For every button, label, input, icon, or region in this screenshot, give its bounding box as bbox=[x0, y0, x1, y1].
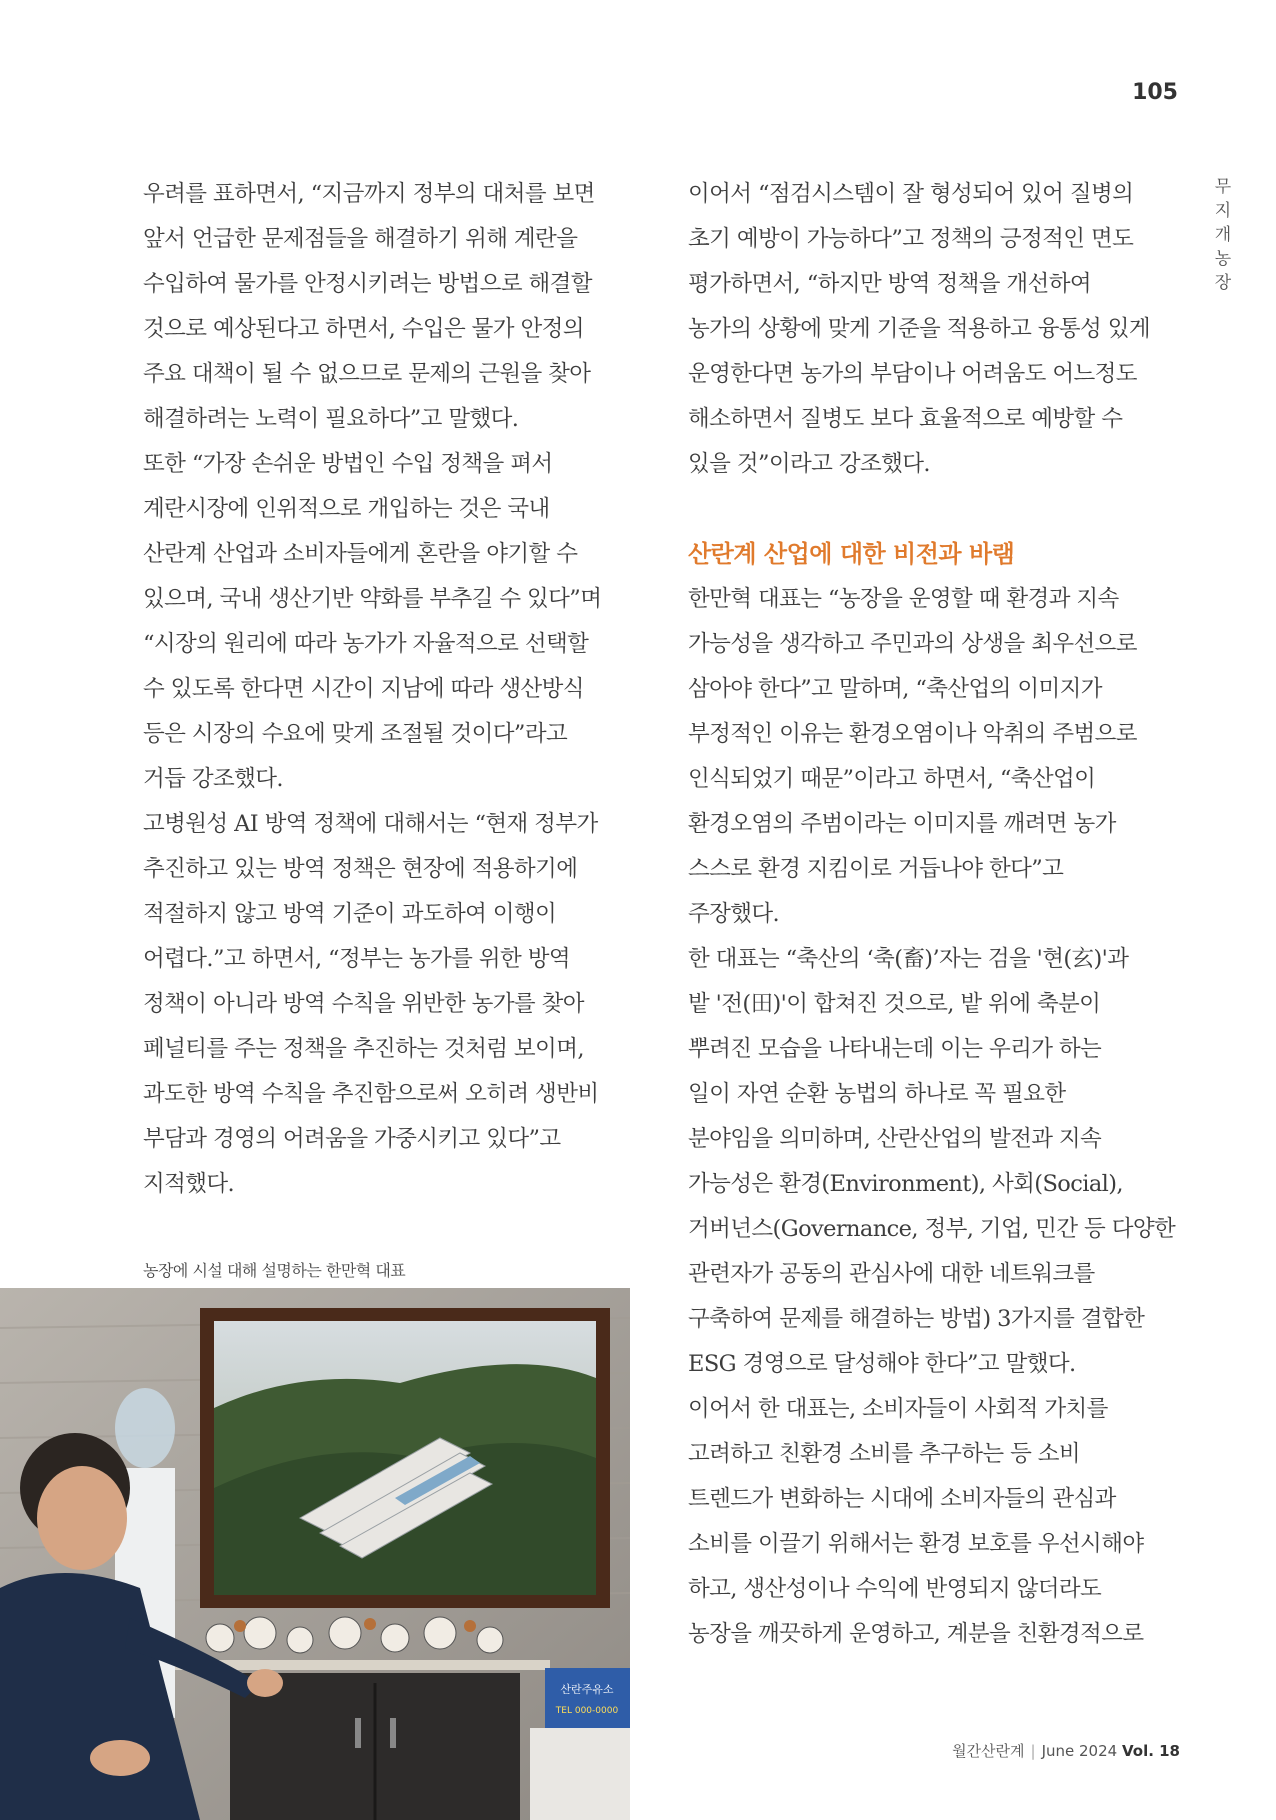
text-line: 부담과 경영의 어려움을 가중시키고 있다”고 bbox=[143, 1126, 561, 1152]
text-line: 하고, 생산성이나 수익에 반영되지 않더라도 bbox=[688, 1576, 1102, 1602]
text-line: 구축하여 문제를 해결하는 방법) 3가지를 결합한 bbox=[688, 1306, 1145, 1332]
poster-phone: TEL 000-0000 bbox=[555, 1706, 619, 1716]
text-line: 환경오염의 주범이라는 이미지를 깨려면 농가 bbox=[688, 811, 1116, 837]
section-tab-char: 지 bbox=[1214, 201, 1232, 221]
text-line: 주장했다. bbox=[688, 901, 780, 927]
text-line: 한 대표는 “축산의 ‘축(畜)’자는 검을 '현(玄)'과 bbox=[688, 946, 1129, 972]
section-tab-char: 개 bbox=[1214, 225, 1232, 245]
text-line: 한만혁 대표는 “농장을 운영할 때 환경과 지속 bbox=[688, 586, 1119, 612]
text-line: 밭 '전(田)'이 합쳐진 것으로, 밭 위에 축분이 bbox=[688, 991, 1101, 1017]
text-line: 계란시장에 인위적으로 개입하는 것은 국내 bbox=[143, 496, 550, 522]
text-line: 가능성을 생각하고 주민과의 상생을 최우선으로 bbox=[688, 631, 1137, 657]
text-line: 평가하면서, “하지만 방역 정책을 개선하여 bbox=[688, 271, 1091, 297]
text-line: 있으며, 국내 생산기반 약화를 부추길 수 있다”며 bbox=[143, 586, 602, 612]
text-line: 페널티를 주는 정책을 추진하는 것처럼 보이며, bbox=[143, 1036, 584, 1062]
text-line: 과도한 방역 수칙을 추진함으로써 오히려 생반비 bbox=[143, 1081, 599, 1107]
section-heading: 산란계 산업에 대한 비전과 바램 bbox=[688, 540, 1015, 568]
text-line: 거듭 강조했다. bbox=[143, 766, 283, 792]
text-line: 또한 “가장 손쉬운 방법인 수입 정책을 펴서 bbox=[143, 451, 553, 477]
text-line: 등은 시장의 수요에 맞게 조절될 것이다”라고 bbox=[143, 721, 568, 747]
text-line: 수 있도록 한다면 시간이 지남에 따라 생산방식 bbox=[143, 676, 584, 702]
page-footer bbox=[940, 1740, 1180, 1761]
text-line: 것으로 예상된다고 하면서, 수입은 물가 안정의 bbox=[143, 316, 584, 342]
text-line: 삼아야 한다”고 말하며, “축산업의 이미지가 bbox=[688, 676, 1102, 702]
interview-photo bbox=[0, 1288, 630, 1820]
text-line: 농가의 상황에 맞게 기준을 적용하고 융통성 있게 bbox=[688, 316, 1151, 342]
text-line: 부정적인 이유는 환경오염이나 악취의 주범으로 bbox=[688, 721, 1137, 747]
text-line: 해소하면서 질병도 보다 효율적으로 예방할 수 bbox=[688, 406, 1123, 432]
text-line: 정책이 아니라 방역 수칙을 위반한 농가를 찾아 bbox=[143, 991, 584, 1017]
text-line: 거버넌스(Governance, 정부, 기업, 민간 등 다양한 bbox=[688, 1216, 1176, 1242]
text-line: 스스로 환경 지킴이로 거듭나야 한다”고 bbox=[688, 856, 1064, 882]
text-line: 인식되었기 때문”이라고 하면서, “축산업이 bbox=[688, 766, 1096, 792]
text-line: 가능성은 환경(Environment), 사회(Social), bbox=[688, 1171, 1123, 1197]
footer-separator: | bbox=[1030, 1742, 1036, 1760]
section-tab-char: 농 bbox=[1214, 249, 1232, 269]
text-line: 산란계 산업과 소비자들에게 혼란을 야기할 수 bbox=[143, 541, 578, 567]
text-line: 있을 것”이라고 강조했다. bbox=[688, 451, 930, 477]
text-line: 분야임을 의미하며, 산란산업의 발전과 지속 bbox=[688, 1126, 1102, 1152]
text-line: 운영한다면 농가의 부담이나 어려움도 어느정도 bbox=[688, 361, 1137, 387]
photo-caption: 농장에 시설 대해 설명하는 한만혁 대표 bbox=[143, 1261, 406, 1280]
text-line: 앞서 언급한 문제점들을 해결하기 위해 계란을 bbox=[143, 226, 578, 252]
left-text-column bbox=[143, 172, 633, 1207]
text-line: 소비를 이끌기 위해서는 환경 보호를 우선시해야 bbox=[688, 1531, 1144, 1557]
text-line: 관련자가 공동의 관심사에 대한 네트워크를 bbox=[688, 1261, 1095, 1287]
section-tab-char: 장 bbox=[1214, 273, 1232, 293]
text-line: 농장을 깨끗하게 운영하고, 계분을 친환경적으로 bbox=[688, 1621, 1144, 1647]
text-line: ESG 경영으로 달성해야 한다”고 말했다. bbox=[688, 1351, 1076, 1377]
text-line: 수입하여 물가를 안정시키려는 방법으로 해결할 bbox=[143, 271, 592, 297]
text-line: 적절하지 않고 방역 기준이 과도하여 이행이 bbox=[143, 901, 557, 927]
magazine-name: 월간산란계 bbox=[952, 1742, 1025, 1760]
text-line: 우려를 표하면서, “지금까지 정부의 대처를 보면 bbox=[143, 181, 595, 207]
text-line: 해결하려는 노력이 필요하다”고 말했다. bbox=[143, 406, 519, 432]
spacer bbox=[688, 487, 1178, 532]
text-line: 추진하고 있는 방역 정책은 현장에 적용하기에 bbox=[143, 856, 578, 882]
issue-date: June 2024 bbox=[1041, 1742, 1118, 1760]
text-line: 어렵다.”고 하면서, “정부는 농가를 위한 방역 bbox=[143, 946, 570, 972]
text-line: 지적했다. bbox=[143, 1171, 235, 1197]
text-line: 이어서 “점검시스템이 잘 형성되어 있어 질병의 bbox=[688, 181, 1134, 207]
text-line: 이어서 한 대표는, 소비자들이 사회적 가치를 bbox=[688, 1396, 1108, 1422]
page-number: 105 bbox=[1132, 80, 1178, 105]
volume-number: Vol. 18 bbox=[1121, 1742, 1180, 1760]
section-tab-char: 무 bbox=[1214, 177, 1232, 197]
right-text-column bbox=[688, 172, 1178, 1657]
text-line: 주요 대책이 될 수 없으므로 문제의 근원을 찾아 bbox=[143, 361, 591, 387]
text-line: 뿌려진 모습을 나타내는데 이는 우리가 하는 bbox=[688, 1036, 1102, 1062]
section-tab bbox=[1210, 175, 1236, 295]
text-line: 고려하고 친환경 소비를 추구하는 등 소비 bbox=[688, 1441, 1081, 1467]
text-line: 초기 예방이 가능하다”고 정책의 긍정적인 면도 bbox=[688, 226, 1134, 252]
text-line: 트렌드가 변화하는 시대에 소비자들의 관심과 bbox=[688, 1486, 1116, 1512]
text-line: 고병원성 AI 방역 정책에 대해서는 “현재 정부가 bbox=[143, 811, 598, 837]
text-line: 일이 자연 순환 농법의 하나로 꼭 필요한 bbox=[688, 1081, 1066, 1107]
poster-title: 산란주유소 bbox=[560, 1683, 614, 1696]
text-line: “시장의 원리에 따라 농가가 자율적으로 선택할 bbox=[143, 631, 589, 657]
